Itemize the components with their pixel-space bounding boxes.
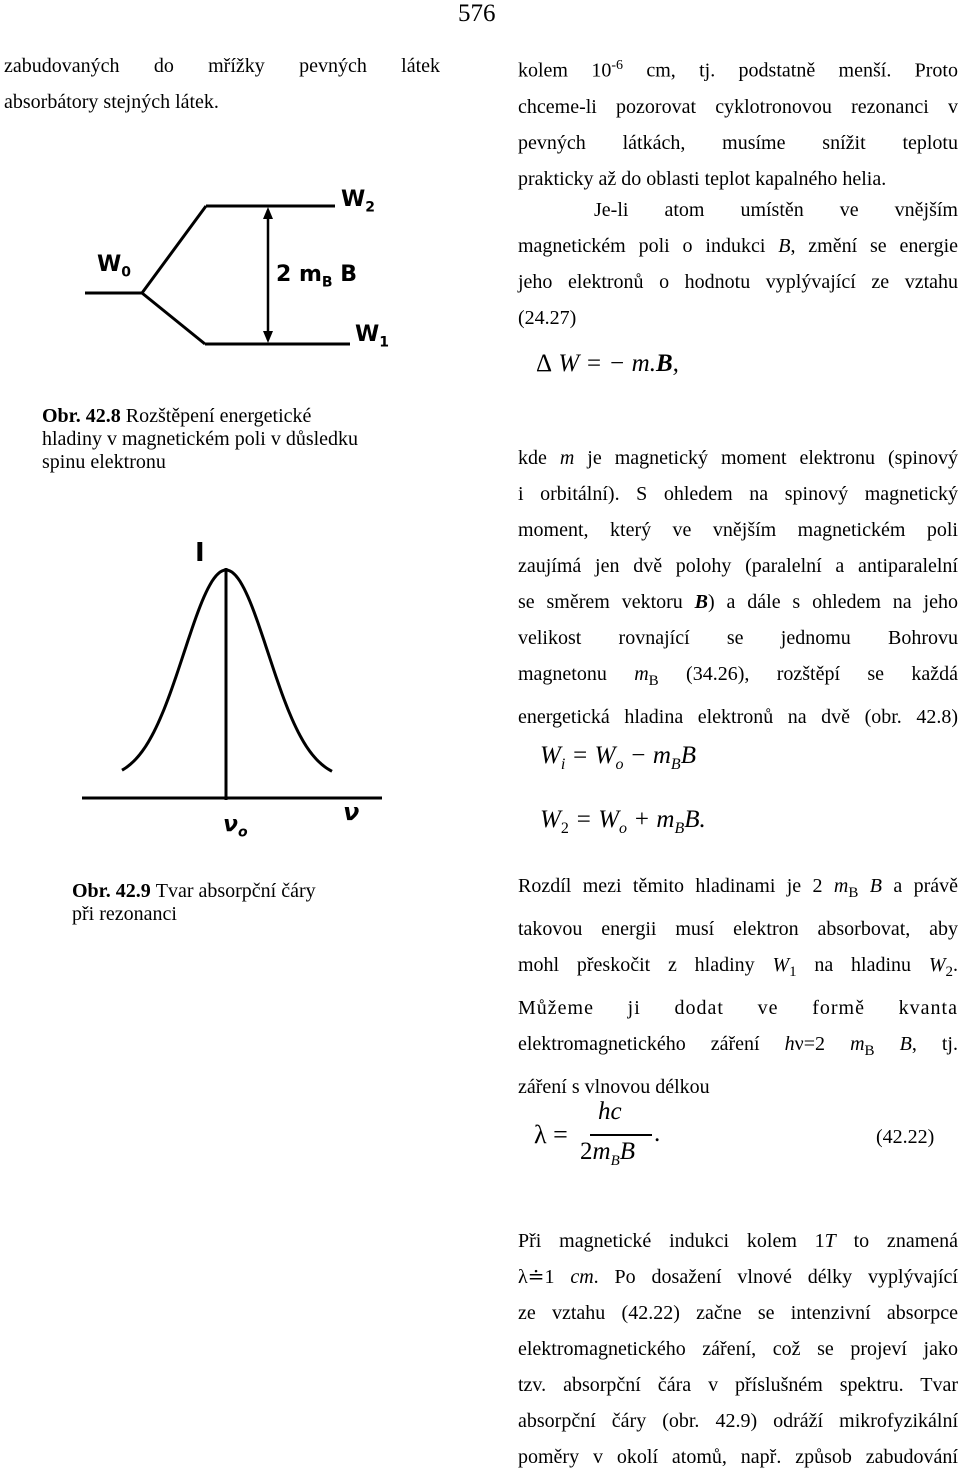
text-line: jeho elektronů o hodnotu vyplývající ze vztahu [518, 271, 958, 293]
w1-label: $W_1$ [355, 322, 390, 351]
text-line: mohl přeskočit z hladiny $W_1$ na hladinu $W_2$. [518, 954, 958, 980]
text-line: prakticky až do oblasti teplot kapalného helia. [518, 167, 887, 190]
text-line: Rozdíl mezi těmito hladinami je 2 $m_B$ B a právě [518, 875, 959, 901]
caption-line: hladiny v magnetickém poli v důsledku [42, 428, 359, 450]
intensity-axis-label: I [195, 538, 205, 568]
caption-number: Obr. 42.8 [42, 405, 121, 427]
text-line: absorbátory stejných látek. [4, 91, 219, 113]
lambda-lhs: λ = [534, 1120, 568, 1149]
text-line: i orbitální). S ohledem na spinový magnetický [518, 483, 958, 505]
text-line: záření s vlnovou délkou [518, 1076, 710, 1098]
w2-label: $W_2$ [341, 187, 376, 216]
text-line: Můžeme ji dodat ve formě kvanta [518, 997, 958, 1019]
paragraph-2 [518, 192, 958, 336]
splitting-label: 2 $m_B$ B [276, 262, 358, 291]
text-line: elektromagnetického záření hν=2 $m_B$ B, tj. [518, 1033, 958, 1059]
paragraph-5 [518, 1223, 958, 1475]
paragraph-3 [518, 440, 958, 735]
equation-period: . [654, 1120, 661, 1147]
text-line: ze vztahu (42.22) začne se intenzivní absorpce [518, 1302, 958, 1324]
paragraph-4 [518, 868, 958, 1105]
paragraph-1 [518, 48, 958, 197]
text-line: moment, který ve vnějším magnetickém poli [518, 519, 958, 541]
text-line: takovou energii musí elektron absorbovat, aby [518, 918, 958, 940]
text-line: elektromagnetického záření, což se projeví jako [518, 1338, 958, 1360]
text-line: magnetonu $m_B$ (34.26), rozštěpí se každá [518, 663, 958, 689]
caption-line [72, 880, 472, 903]
fraction-numerator: hc [598, 1098, 622, 1125]
figure-caption-42-8 [42, 405, 462, 474]
equation-delta-w: Δ W = − m.B, [536, 350, 679, 377]
caption-line [42, 405, 462, 428]
text-line: chceme-li pozorovat cyklotronovou rezonanci v [518, 95, 958, 118]
caption-number: Obr. 42.9 [72, 880, 151, 902]
text-line: poměry v okolí atomů, např. způsob zabudování [518, 1446, 958, 1468]
text-line: tzv. absorpční čára v příslušném spektru. Tvar [518, 1374, 958, 1396]
caption-text: Rozštěpení energetické [125, 405, 312, 427]
text-line: energetická hladina elektronů na dvě (obr. 42.8) [518, 706, 958, 728]
absorption-line-plot [82, 540, 382, 800]
resonance-frequency-label: $\nu_o$ [223, 812, 248, 841]
text-line: zabudovaných do mřížky pevných látek [4, 55, 440, 77]
fraction-denominator: $2m_BB$ [580, 1138, 636, 1169]
caption-line: spinu elektronu [42, 451, 166, 473]
text-line: (24.27) [518, 307, 577, 329]
frequency-axis-label: ν [343, 798, 360, 826]
text-line: λ≐1 cm. Po dosažení vlnové délky vyplývající [518, 1266, 958, 1288]
fraction-bar [590, 1134, 652, 1136]
text-line: zaujímá jen dvě polohy (paralelní a antiparalelní [518, 555, 958, 577]
caption-line: při rezonanci [72, 903, 177, 925]
equation-42-22 [530, 1096, 960, 1186]
caption-text: Tvar absorpční čáry [155, 880, 316, 902]
text-line: Při magnetické indukci kolem 1T to znamená [518, 1230, 959, 1252]
text-line: pevných látkách, musíme snížit teplotu [518, 131, 958, 154]
text-line: kolem $10^{-6}$ cm, tj. podstatně menší. Proto [518, 58, 958, 82]
text-line: se směrem vektoru B) a dále s ohledem na jeho [518, 591, 958, 613]
equation-number: (42.22) [876, 1126, 935, 1148]
text-line: magnetickém poli o indukci B, změní se energie [518, 235, 959, 257]
text-line: absorpční čáry (obr. 42.9) odráží mikrofyzikální [518, 1410, 958, 1432]
text-line: velikost rovnající se jednomu Bohrovu [518, 627, 958, 649]
text-line: Je-li atom umístěn ve vnějším [594, 199, 958, 221]
figure-caption-42-9 [72, 880, 472, 926]
w0-label: $W_0$ [97, 252, 132, 281]
equation-w1: $W_i = W_o - m_BB$ [540, 742, 696, 773]
left-intro-text [4, 48, 440, 120]
text-line: kde m je magnetický moment elektronu (spinový [518, 447, 958, 469]
equation-w2: $W_2 = W_o + m_BB$. [540, 806, 706, 837]
page-number: 576 [458, 0, 496, 27]
